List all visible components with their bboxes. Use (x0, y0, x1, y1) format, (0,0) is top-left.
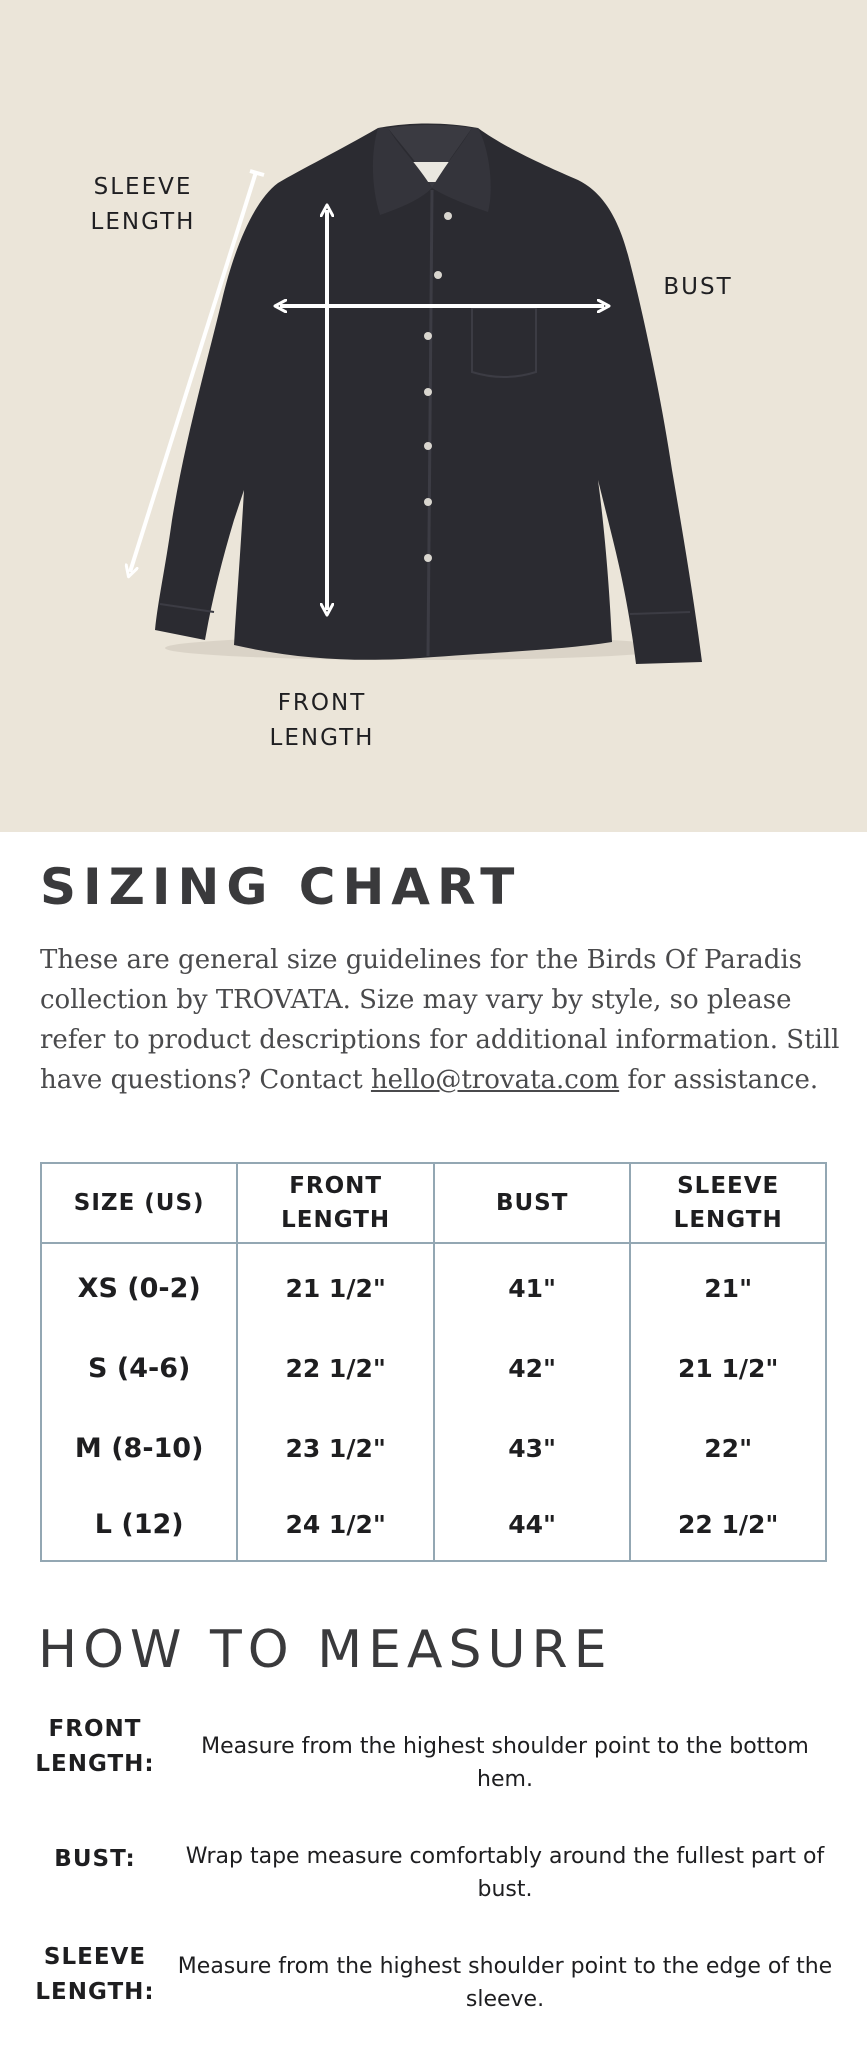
front-length-cell: 21 1/2" (237, 1243, 434, 1328)
table-row (41, 1488, 826, 1561)
sleeve-length-cell: 22 1/2" (630, 1488, 826, 1561)
bust-label: BUST (663, 274, 733, 300)
measure-desc-bust: Wrap tape measure comfortably around the fullest part of bust. (185, 1844, 825, 1902)
table-row (41, 1328, 826, 1408)
front-length-cell: 24 1/2" (237, 1488, 434, 1561)
size-table (40, 1162, 827, 1562)
measure-desc-sleeve-length: Measure from the highest shoulder point to the edge of the sleeve. (177, 1954, 833, 2012)
sleeve-length-cell: 21 1/2" (630, 1328, 826, 1408)
size-cell: L (12) (41, 1488, 237, 1561)
bust-cell: 42" (434, 1328, 630, 1408)
front-length-cell: 22 1/2" (237, 1328, 434, 1408)
sleeve-length-label: SLEEVE LENGTH (90, 174, 196, 235)
measure-term-front-length: FRONT LENGTH: (35, 1716, 155, 1777)
shirt-illustration (0, 0, 867, 832)
how-to-measure-title: HOW TO MEASURE (38, 1620, 613, 1680)
measure-term-bust: BUST: (54, 1846, 136, 1872)
table-header-row (41, 1163, 826, 1243)
header-bust: BUST (434, 1163, 630, 1243)
table-row (41, 1408, 826, 1488)
front-length-label: FRONT LENGTH (269, 690, 375, 751)
header-sleeve-length: SLEEVE LENGTH (630, 1163, 826, 1243)
sleeve-length-cell: 22" (630, 1408, 826, 1488)
contact-email-link[interactable]: hello@trovata.com (370, 1065, 620, 1095)
sizing-chart-title: SIZING CHART (40, 858, 522, 916)
measure-term-sleeve-length: SLEEVE LENGTH: (35, 1944, 155, 2005)
header-size: SIZE (US) (41, 1163, 237, 1243)
intro-text-end: for assistance. (619, 1065, 819, 1095)
header-front-length: FRONT LENGTH (237, 1163, 434, 1243)
size-cell: S (4-6) (41, 1328, 237, 1408)
intro-text: These are general size guidelines for the Birds Of Paradis collection by TROVATA. Size may vary by style, so please refer to product descriptions for additional information. Still have questions? Contact (40, 945, 840, 1095)
table-row (41, 1243, 826, 1328)
bust-cell: 44" (434, 1488, 630, 1561)
front-length-cell: 23 1/2" (237, 1408, 434, 1488)
sizing-intro (40, 940, 840, 1100)
sleeve-length-arrow-tick (250, 171, 264, 175)
size-cell: XS (0-2) (41, 1243, 237, 1328)
bust-cell: 41" (434, 1243, 630, 1328)
hero-image (0, 0, 867, 832)
size-cell: M (8-10) (41, 1408, 237, 1488)
measure-desc-front-length: Measure from the highest shoulder point to the bottom hem. (201, 1734, 809, 1792)
bust-cell: 43" (434, 1408, 630, 1488)
sleeve-length-cell: 21" (630, 1243, 826, 1328)
